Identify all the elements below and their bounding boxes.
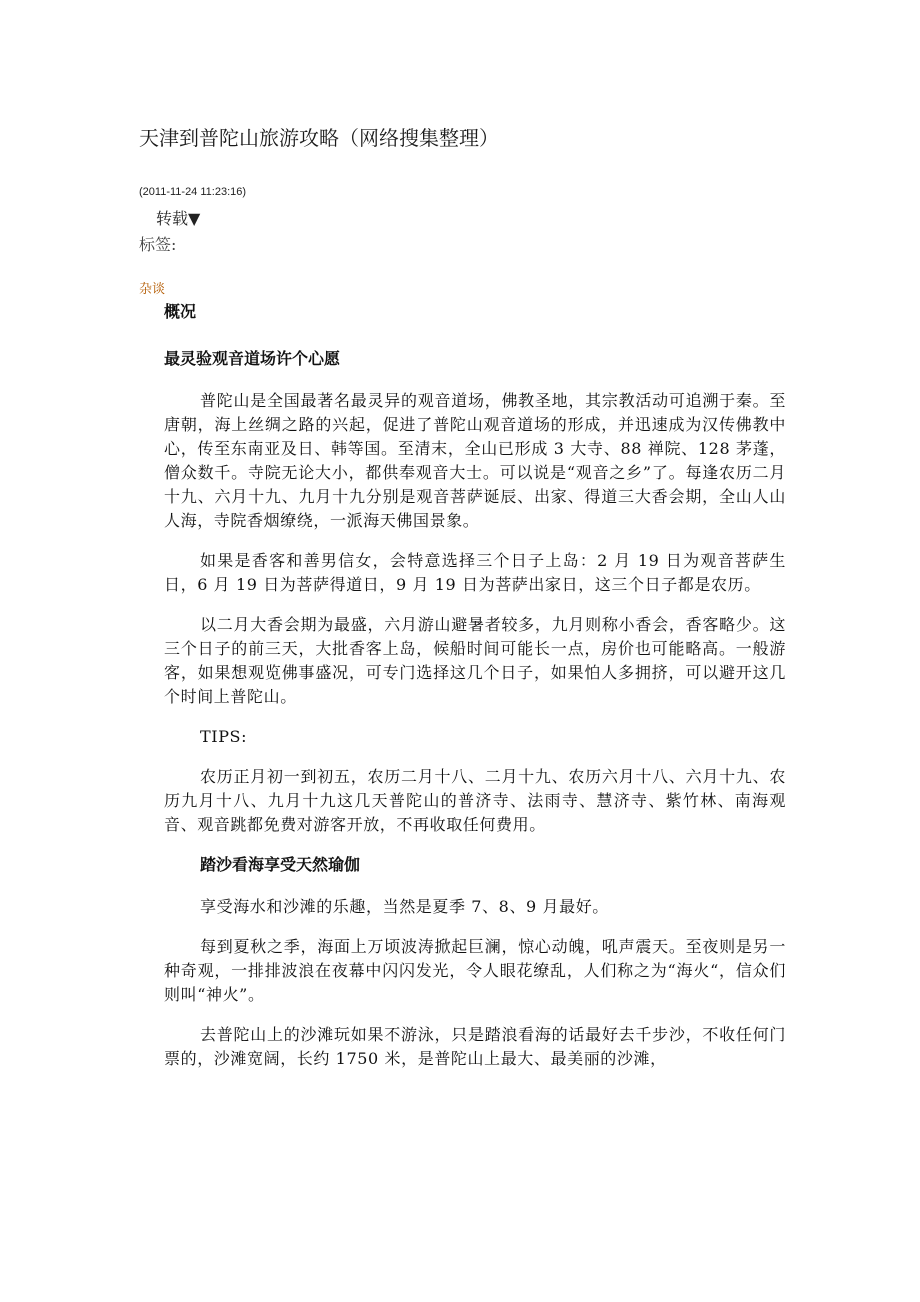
paragraph-7: 每到夏秋之季，海面上万顷波涛掀起巨澜，惊心动魄，吼声震天。至夜则是另一种奇观，一排排波浪在夜幕中闪闪发光，令人眼花缭乱，人们称之为“海火“，信众们则叫“神火”。	[164, 937, 786, 1004]
paragraph-2: 如果是香客和善男信女，会特意选择三个日子上岛：2 月 19 日为观音菩萨生日，6 月 19 日为菩萨得道日，9 月 19 日为菩萨出家日，这三个日子都是农历。	[164, 551, 786, 594]
section-heading-guanyin: 最灵验观音道场许个心愿	[164, 349, 341, 368]
paragraph-tips: TIPS:	[200, 727, 248, 746]
overview-heading: 概况	[164, 302, 197, 321]
paragraph-8: 去普陀山上的沙滩玩如果不游泳，只是踏浪看海的话最好去千步沙，不收任何门票的，沙滩宽阔，长约 1750 米，是普陀山上最大、最美丽的沙滩，	[164, 1025, 786, 1068]
section-heading-beach: 踏沙看海享受天然瑜伽	[200, 855, 361, 874]
paragraph-3: 以二月大香会期为最盛，六月游山避暑者较多，九月则称小香会，香客略少。这三个日子的前三天，大批香客上岛，候船时间可能长一点，房价也可能略高。一般游客，如果想观览佛事盛况，可专门选择这几个日子，如果怕人多拥挤，可以避开这几个时间上普陀山。	[164, 615, 786, 706]
repost-toggle[interactable]: 转载▼	[156, 209, 201, 228]
post-timestamp: (2011-11-24 11:23:16)	[139, 186, 247, 198]
paragraph-6: 享受海水和沙滩的乐趣，当然是夏季 7、8、9 月最好。	[200, 897, 609, 916]
paragraph-1: 普陀山是全国最著名最灵异的观音道场，佛教圣地，其宗教活动可追溯于秦。至唐朝，海上丝绸之路的兴起，促进了普陀山观音道场的形成，并迅速成为汉传佛教中心，传至东南亚及日、韩等国。至清末，全山已形成 3 大寺、88 禅院、128 茅蓬，僧众数千。寺院无论大小，都供奉观音大士。可以说是“观音之乡”了。每逢农历二月十九、六月十九、九月十九分别是观音菩萨诞辰、出家、得道三大香会期，全山人山人海，寺院香烟缭绕，一派海天佛国景象。	[164, 391, 786, 530]
post-title: 天津到普陀山旅游攻略（网络搜集整理）	[139, 126, 499, 150]
tag-link-zatan[interactable]: 杂谈	[139, 282, 166, 297]
tags-label: 标签:	[139, 235, 177, 254]
paragraph-5: 农历正月初一到初五，农历二月十八、二月十九、农历六月十八、六月十九、农历九月十八、九月十九这几天普陀山的普济寺、法雨寺、慧济寺、紫竹林、南海观音、观音跳都免费对游客开放，不再收取任何费用。	[164, 767, 786, 834]
article-body	[164, 300, 786, 1087]
